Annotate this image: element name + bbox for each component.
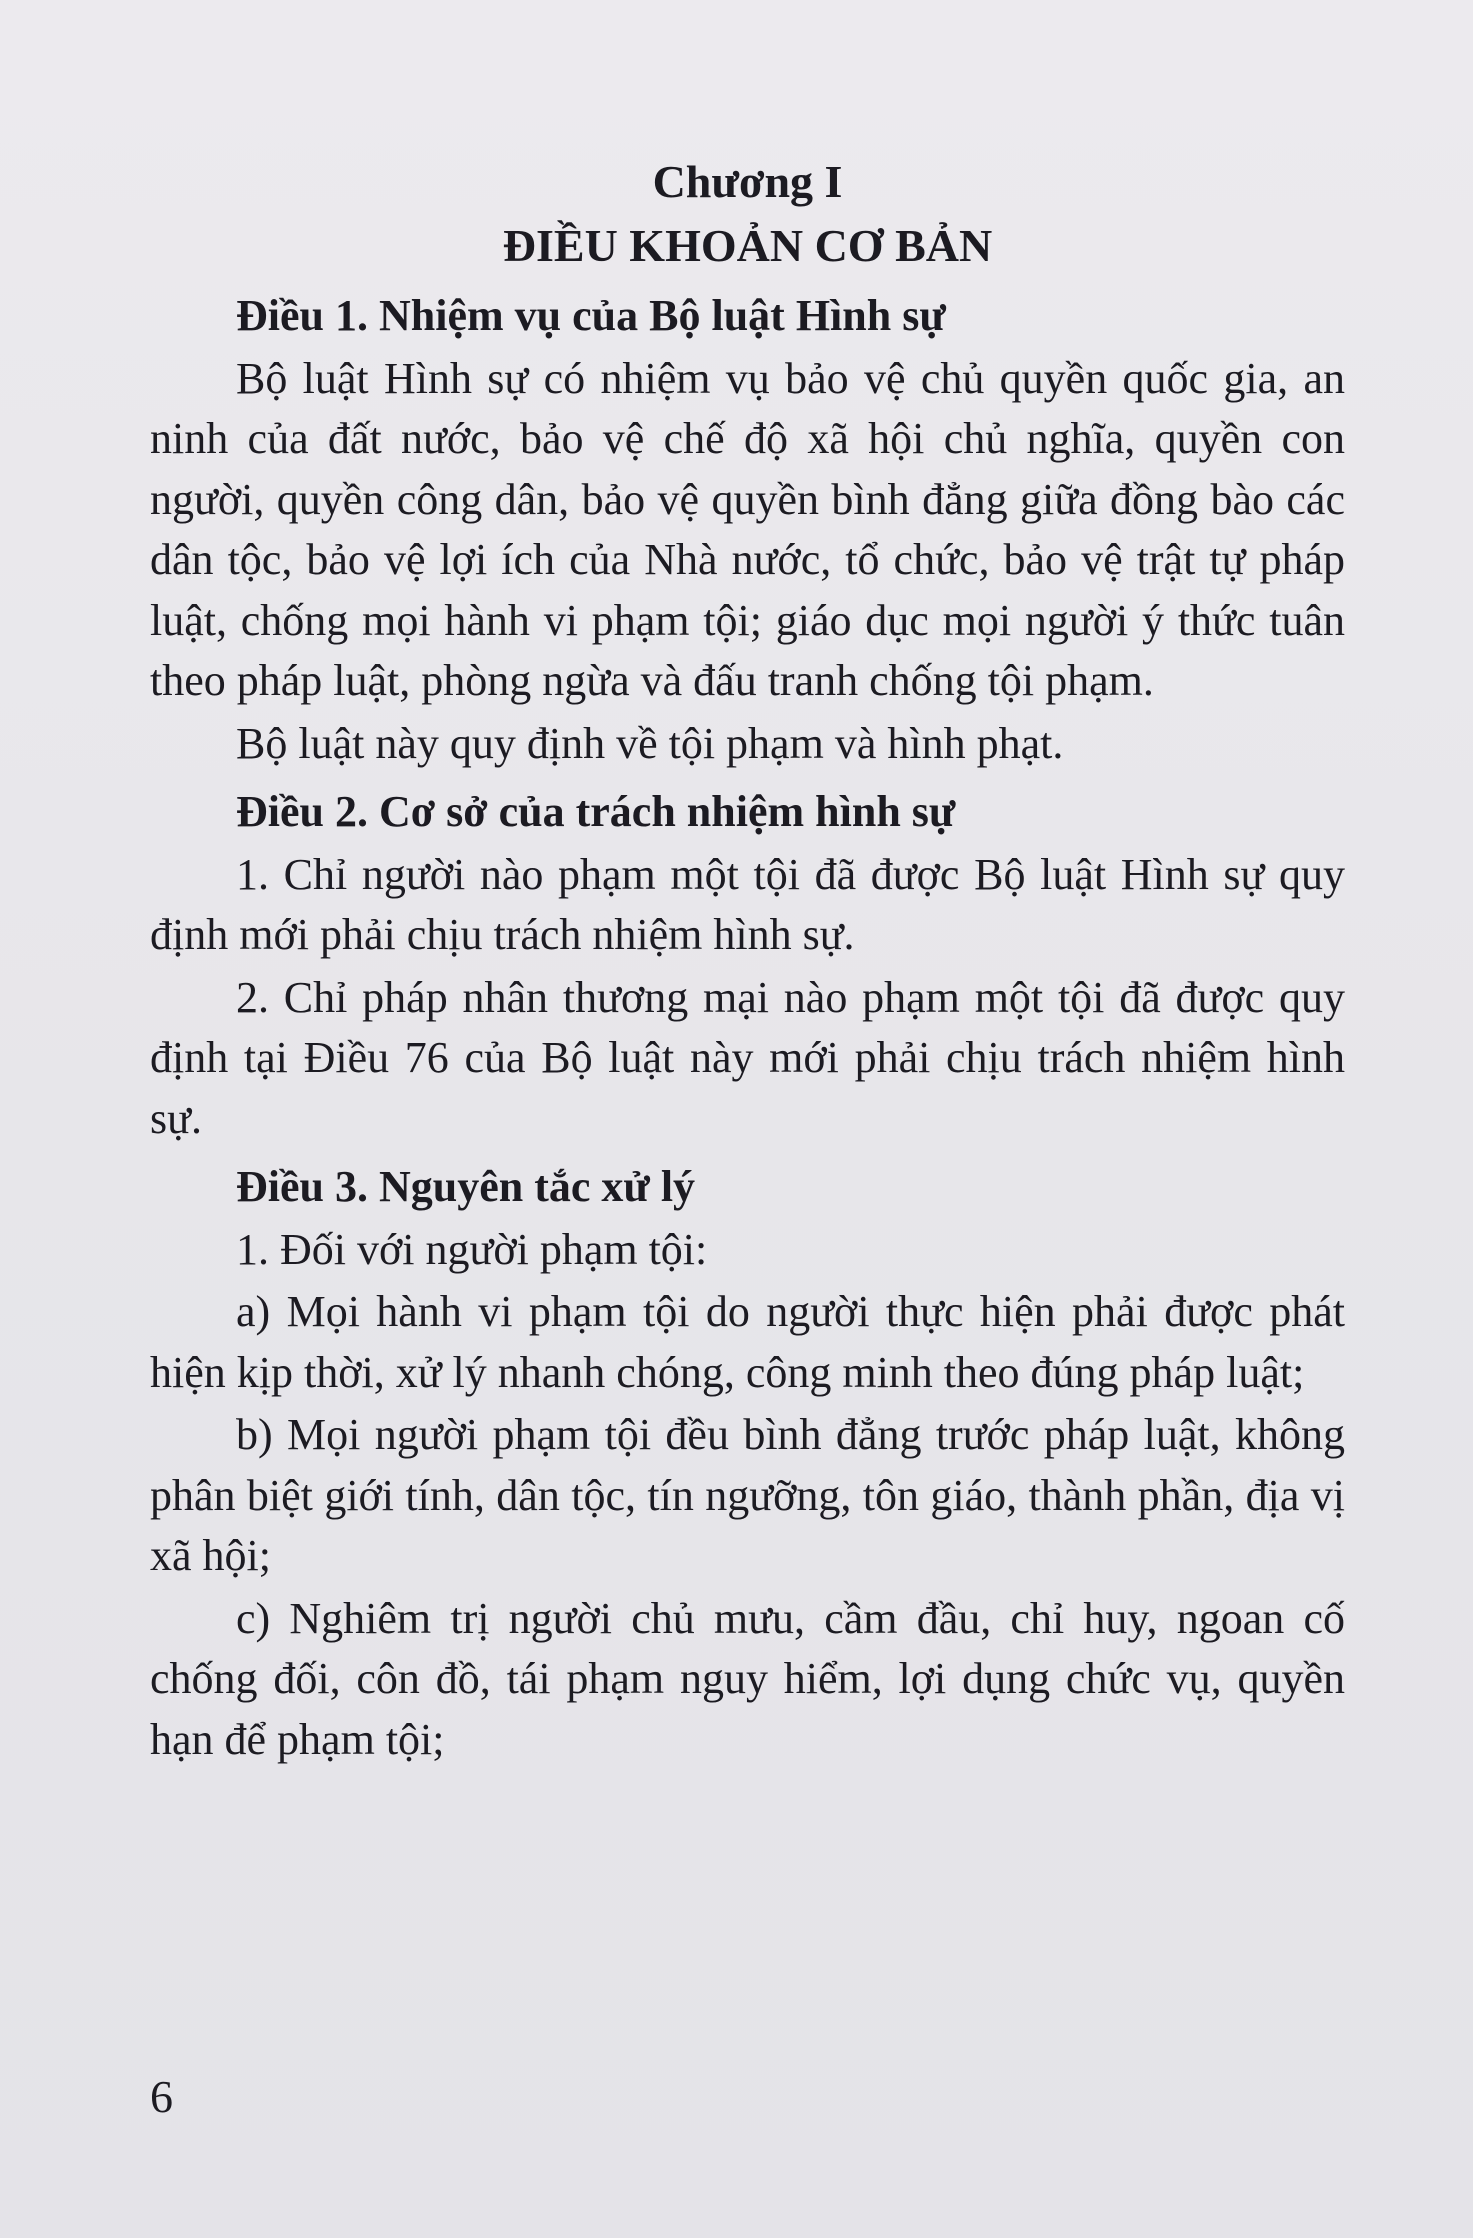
article-3-paragraph: a) Mọi hành vi phạm tội do người thực hiện phải được phát hiện kịp thời, xử lý nhanh chóng, công minh theo đúng pháp luật; <box>150 1287 1345 1397</box>
article-2-paragraph: 1. Chỉ người nào phạm một tội đã được Bộ luật Hình sự quy định mới phải chịu trách nhiệm hình sự. <box>150 849 1345 959</box>
article-3-paragraph: 1. Đối với người phạm tội: <box>236 1224 708 1274</box>
chapter-title: ĐIỀU KHOẢN CƠ BẢN <box>502 220 993 271</box>
page-number: 6 <box>150 2071 173 2122</box>
article-3-heading: Điều 3. Nguyên tắc xử lý <box>236 1162 696 1211</box>
article-1-heading: Điều 1. Nhiệm vụ của Bộ luật Hình sự <box>236 291 946 340</box>
article-3-paragraph: b) Mọi người phạm tội đều bình đẳng trước pháp luật, không phân biệt giới tính, dân tộc, tín ngưỡng, tôn giáo, thành phần, địa vị xã hội; <box>150 1410 1345 1580</box>
article-2-heading: Điều 2. Cơ sở của trách nhiệm hình sự <box>236 787 956 836</box>
article-1-paragraph: Bộ luật Hình sự có nhiệm vụ bảo vệ chủ quyền quốc gia, an ninh của đất nước, bảo vệ chế độ xã hội chủ nghĩa, quyền con người, quyền công dân, bảo vệ quyền bình đẳng giữa đồng bào các dân tộc, bảo vệ lợi ích của Nhà nước, tổ chức, bảo vệ trật tự pháp luật, chống mọi hành vi phạm tội; giáo dục mọi người ý thức tuân theo pháp luật, phòng ngừa và đấu tranh chống tội phạm. <box>150 353 1345 705</box>
article-2-paragraph: 2. Chỉ pháp nhân thương mại nào phạm một tội đã được quy định tại Điều 76 của Bộ luật này mới phải chịu trách nhiệm hình sự. <box>150 972 1345 1143</box>
page-body <box>150 150 1345 1772</box>
article-3-paragraph: c) Nghiêm trị người chủ mưu, cầm đầu, chỉ huy, ngoan cố chống đối, côn đồ, tái phạm nguy hiểm, lợi dụng chức vụ, quyền hạn để phạm tội; <box>150 1593 1345 1764</box>
article-1-paragraph: Bộ luật này quy định về tội phạm và hình phạt. <box>236 718 1064 768</box>
chapter-label: Chương I <box>652 156 843 207</box>
